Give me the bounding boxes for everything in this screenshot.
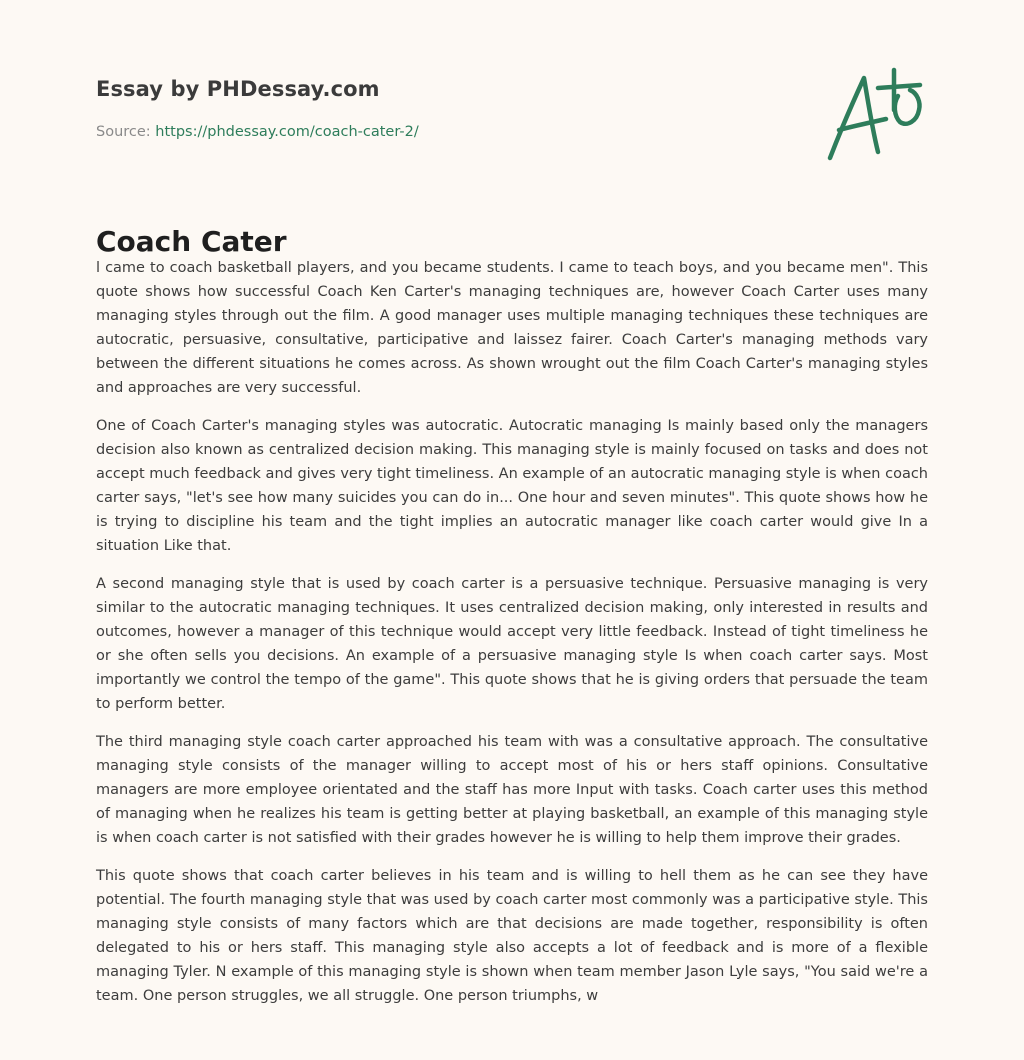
- essay-paragraph: This quote shows that coach carter believes in his team and is willing to hell them as he can see they have potential. The fourth managing style that was used by coach carter most commonly was a participative style. This managing style consists of many factors which are that decisions are made together, responsibility is often delegated to his or hers staff. This managing style also accepts a lot of feedback and is more of a flexible managing Tyler. N example of this managing style is shown when team member Jason Lyle says, "You said we're a team. One person struggles, we all struggle. One person triumphs, w: [96, 868, 928, 1004]
- essay-title: Coach Cater: [96, 225, 287, 258]
- source-link[interactable]: https://phdessay.com/coach-cater-2/: [155, 124, 419, 140]
- essay-paragraph: The third managing style coach carter approached his team with was a consultative approach. The consultative managing style consists of the manager willing to accept most of his or hers staff opinions. Consultative managers are more employee orientated and the staff has more Input with tasks. Coach carter uses this method of managing when he realizes his team is getting better at playing basketball, an example of this managing style is when coach carter is not satisfied with their grades however he is willing to help them improve their grades.: [96, 734, 928, 846]
- a-plus-grade-logo-icon: [820, 66, 930, 166]
- essay-paragraph: One of Coach Carter's managing styles was autocratic. Autocratic managing Is mainly based only the managers decision also known as centralized decision making. This managing style is mainly focused on tasks and does not accept much feedback and gives very tight timeliness. An example of an autocratic managing style is when coach carter says, "let's see how many suicides you can do in... One hour and seven minutes". This quote shows how he is trying to discipline his team and the tight implies an autocratic manager like coach carter would give In a situation Like that.: [96, 418, 928, 554]
- source-line: [96, 124, 419, 140]
- essay-paragraph: l came to coach basketball players, and you became students. I came to teach boys, and you became men". This quote shows how successful Coach Ken Carter's managing techniques are, however Coach Carter uses many managing styles through out the film. A good manager uses multiple managing techniques these techniques are autocratic, persuasive, consultative, participative and laissez fairer. Coach Carter's managing methods vary between the different situations he comes across. As shown wrought out the film Coach Carter's managing styles and approaches are very successful.: [96, 260, 928, 396]
- essay-paragraph: A second managing style that is used by coach carter is a persuasive technique. Persuasive managing is very similar to the autocratic managing techniques. It uses centralized decision making, only interested in results and outcomes, however a manager of this technique would accept very little feedback. Instead of tight timeliness he or she often sells you decisions. An example of a persuasive managing style Is when coach carter says. Most importantly we control the tempo of the game". This quote shows that he is giving orders that persuade the team to perform better.: [96, 576, 928, 712]
- source-label: Source:: [96, 124, 151, 140]
- site-title: Essay by PHDessay.com: [96, 77, 380, 101]
- essay-body: [96, 256, 928, 1022]
